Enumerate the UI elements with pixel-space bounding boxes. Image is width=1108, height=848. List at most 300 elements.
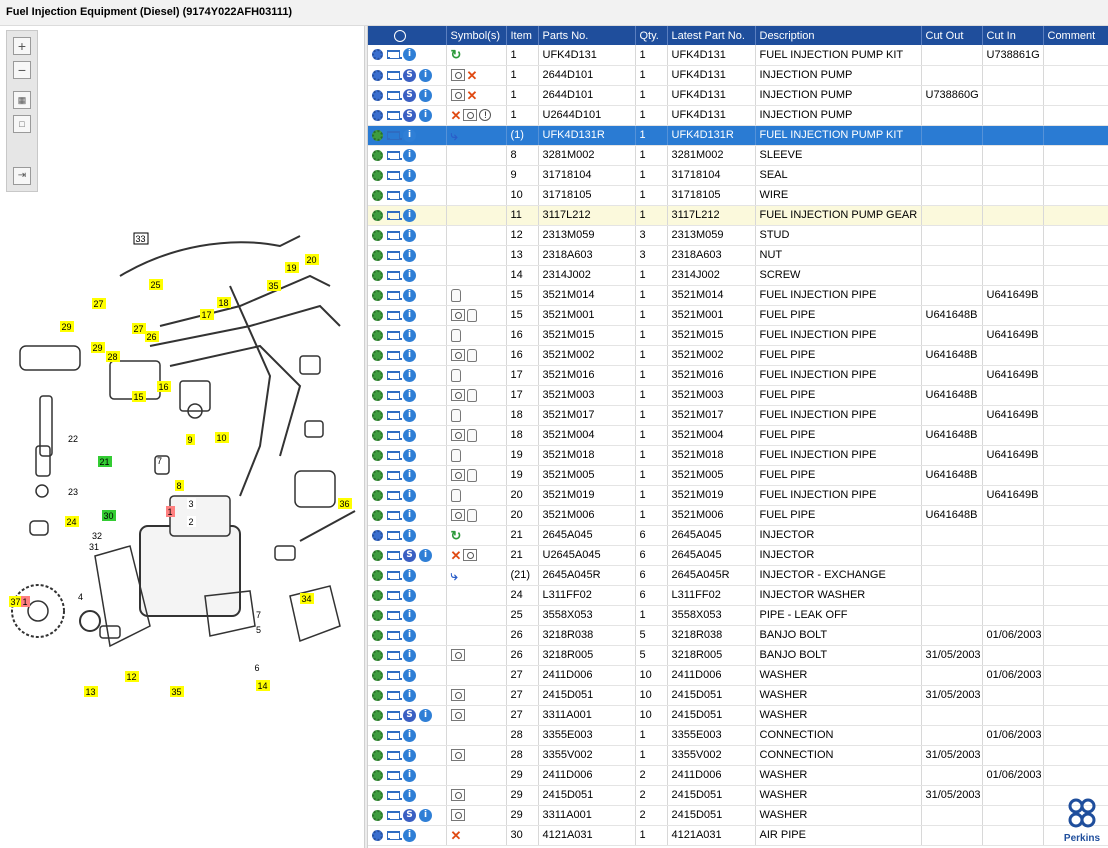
quantity-cell: 6 — [635, 585, 667, 605]
supersession-icon[interactable]: S — [403, 109, 416, 122]
part-number-cell: 3311A001 — [538, 805, 635, 825]
callout-29: 29 — [61, 322, 72, 332]
add-to-cart-icon[interactable] — [386, 730, 400, 741]
cut-out-cell — [921, 285, 982, 305]
row-actions — [368, 305, 446, 325]
table-row[interactable] — [368, 125, 1108, 145]
add-to-cart-icon[interactable] — [386, 610, 400, 621]
info-icon[interactable]: i — [403, 649, 416, 662]
document-icon[interactable] — [467, 309, 477, 322]
details-gear-icon[interactable] — [372, 430, 383, 441]
table-row[interactable] — [368, 245, 1108, 265]
document-icon[interactable] — [451, 409, 461, 422]
supersession-icon[interactable]: S — [403, 89, 416, 102]
cut-in-cell — [982, 205, 1043, 225]
table-row[interactable] — [368, 525, 1108, 545]
info-icon[interactable]: i — [403, 309, 416, 322]
callout-14: 14 — [257, 681, 268, 691]
item-cell: 21 — [506, 525, 538, 545]
zoom-in-icon[interactable]: + — [13, 37, 31, 55]
info-icon[interactable]: i — [403, 609, 416, 622]
part-number-cell: 31718105 — [538, 185, 635, 205]
add-to-cart-icon[interactable] — [386, 770, 400, 781]
comment-cell — [1043, 745, 1108, 765]
table-row[interactable] — [368, 145, 1108, 165]
info-icon[interactable]: i — [403, 509, 416, 522]
table-row[interactable] — [368, 385, 1108, 405]
table-row[interactable] — [368, 165, 1108, 185]
details-gear-icon[interactable] — [372, 590, 383, 601]
comment-cell — [1043, 585, 1108, 605]
zoom-out-icon[interactable]: − — [13, 61, 31, 79]
add-to-cart-icon[interactable] — [386, 470, 400, 481]
preview-icon[interactable] — [394, 30, 406, 42]
add-to-cart-icon[interactable] — [386, 430, 400, 441]
add-to-cart-icon[interactable] — [386, 370, 400, 381]
fitting-outline — [305, 421, 323, 437]
latest-part-number-cell: 3218R005 — [667, 645, 755, 665]
row-actions — [368, 245, 446, 265]
notes-icon[interactable]: ! — [479, 109, 491, 121]
column-header-qty[interactable]: Qty. — [635, 26, 667, 45]
add-to-cart-icon[interactable] — [386, 250, 400, 261]
details-gear-icon[interactable] — [372, 410, 383, 421]
part-number-cell: 2645A045 — [538, 525, 635, 545]
column-header-parts-no[interactable]: Parts No. — [538, 26, 635, 45]
info-icon[interactable]: i — [403, 669, 416, 682]
zoom-preview-icon[interactable] — [451, 389, 465, 401]
add-to-cart-icon[interactable] — [386, 270, 400, 281]
cut-in-cell — [982, 805, 1043, 825]
quantity-cell: 6 — [635, 565, 667, 585]
part-number-cell: 3521M018 — [538, 445, 635, 465]
discontinued-x-icon[interactable]: ✕ — [466, 67, 478, 83]
part-number-cell: 2645A045R — [538, 565, 635, 585]
details-gear-icon[interactable] — [372, 170, 383, 181]
table-row[interactable] — [368, 665, 1108, 685]
comment-cell — [1043, 365, 1108, 385]
info-icon[interactable]: i — [403, 449, 416, 462]
details-gear-icon[interactable] — [372, 470, 383, 481]
info-icon[interactable]: i — [419, 549, 432, 562]
description-cell: WASHER — [755, 765, 921, 785]
add-to-cart-icon[interactable] — [386, 510, 400, 521]
table-row[interactable] — [368, 345, 1108, 365]
table-row[interactable] — [368, 305, 1108, 325]
item-cell: 9 — [506, 165, 538, 185]
column-header-latest-part-no[interactable]: Latest Part No. — [667, 26, 755, 45]
info-icon[interactable]: i — [403, 769, 416, 782]
zoom-preview-icon[interactable] — [451, 429, 465, 441]
discontinued-x-icon[interactable]: ✕ — [450, 827, 462, 843]
comment-cell — [1043, 505, 1108, 525]
table-row[interactable] — [368, 805, 1108, 825]
column-header-cut-out[interactable]: Cut Out — [921, 26, 982, 45]
fit-page-icon[interactable]: □ — [13, 115, 31, 133]
column-header-item[interactable]: Item — [506, 26, 538, 45]
perkins-logo-text: Perkins — [1063, 833, 1101, 844]
details-gear-blue-icon[interactable] — [372, 90, 383, 101]
cut-out-cell: U641648B — [921, 465, 982, 485]
add-to-cart-icon[interactable] — [386, 230, 400, 241]
zoom-preview-icon[interactable] — [451, 509, 465, 521]
part-number-cell: 3355V002 — [538, 745, 635, 765]
row-symbols — [446, 705, 506, 725]
latest-part-number-cell: 31718105 — [667, 185, 755, 205]
zoom-preview-icon[interactable] — [463, 109, 477, 121]
panel-toggle-icon[interactable]: ⇥ — [13, 167, 31, 185]
gear-hub-outline — [28, 601, 48, 621]
info-icon[interactable]: i — [403, 409, 416, 422]
table-row[interactable] — [368, 205, 1108, 225]
add-to-cart-icon[interactable] — [386, 390, 400, 401]
info-icon[interactable]: i — [403, 149, 416, 162]
item-cell: 20 — [506, 485, 538, 505]
info-icon[interactable]: i — [403, 749, 416, 762]
details-gear-blue-icon[interactable] — [372, 830, 383, 841]
document-icon[interactable] — [451, 449, 461, 462]
cut-in-cell — [982, 505, 1043, 525]
info-icon[interactable]: i — [403, 469, 416, 482]
details-gear-icon[interactable] — [372, 690, 383, 701]
add-to-cart-icon[interactable] — [386, 150, 400, 161]
info-icon[interactable]: i — [419, 809, 432, 822]
quantity-cell: 1 — [635, 45, 667, 65]
details-gear-icon[interactable] — [372, 130, 383, 141]
table-row[interactable] — [368, 65, 1108, 85]
supersession-icon[interactable]: S — [403, 549, 416, 562]
cut-out-cell: U641648B — [921, 305, 982, 325]
zoom-preview-icon[interactable] — [451, 349, 465, 361]
details-gear-icon[interactable] — [372, 350, 383, 361]
latest-part-number-cell: 31718104 — [667, 165, 755, 185]
comment-cell — [1043, 665, 1108, 685]
details-gear-icon[interactable] — [372, 210, 383, 221]
column-header-description[interactable]: Description — [755, 26, 921, 45]
description-cell: FUEL INJECTION PIPE — [755, 485, 921, 505]
column-header-cut-in[interactable]: Cut In — [982, 26, 1043, 45]
part-number-cell: 3521M001 — [538, 305, 635, 325]
description-cell: WASHER — [755, 685, 921, 705]
table-row[interactable] — [368, 505, 1108, 525]
info-icon[interactable]: i — [419, 109, 432, 122]
quantity-cell: 1 — [635, 605, 667, 625]
row-symbols — [446, 505, 506, 525]
info-icon[interactable]: i — [403, 489, 416, 502]
info-icon[interactable]: i — [403, 129, 416, 142]
table-row[interactable] — [368, 285, 1108, 305]
row-symbols — [446, 745, 506, 765]
table-row[interactable] — [368, 225, 1108, 245]
zoom-preview-icon[interactable] — [451, 709, 465, 721]
details-gear-icon[interactable] — [372, 610, 383, 621]
row-actions — [368, 645, 446, 665]
zoom-preview-icon[interactable] — [451, 689, 465, 701]
comment-cell — [1043, 105, 1108, 125]
quantity-cell: 6 — [635, 545, 667, 565]
info-icon[interactable]: i — [403, 529, 416, 542]
add-to-cart-icon[interactable] — [386, 750, 400, 761]
details-gear-icon[interactable] — [372, 330, 383, 341]
sleeve-outline — [180, 381, 210, 411]
details-gear-icon[interactable] — [372, 510, 383, 521]
item-cell: 8 — [506, 145, 538, 165]
quantity-cell: 1 — [635, 85, 667, 105]
details-gear-icon[interactable] — [372, 790, 383, 801]
item-cell: (21) — [506, 565, 538, 585]
details-gear-icon[interactable] — [372, 810, 383, 821]
table-row[interactable] — [368, 745, 1108, 765]
add-to-cart-icon[interactable] — [386, 49, 400, 60]
add-to-cart-icon[interactable] — [386, 670, 400, 681]
add-to-cart-icon[interactable] — [386, 170, 400, 181]
branch-icon[interactable]: ⤷ — [450, 127, 458, 143]
zoom-preview-icon[interactable] — [451, 469, 465, 481]
table-row[interactable] — [368, 185, 1108, 205]
table-row[interactable] — [368, 645, 1108, 665]
row-actions — [368, 445, 446, 465]
info-icon[interactable]: i — [403, 269, 416, 282]
cut-in-cell — [982, 525, 1043, 545]
item-cell: 18 — [506, 425, 538, 445]
latest-part-number-cell: 3521M005 — [667, 465, 755, 485]
details-gear-icon[interactable] — [372, 270, 383, 281]
table-row[interactable] — [368, 605, 1108, 625]
quantity-cell: 1 — [635, 745, 667, 765]
cut-out-cell — [921, 185, 982, 205]
supersession-icon[interactable]: S — [403, 69, 416, 82]
document-icon[interactable] — [467, 469, 477, 482]
table-row[interactable] — [368, 725, 1108, 745]
add-to-cart-icon[interactable] — [386, 350, 400, 361]
latest-part-number-cell: UFK4D131 — [667, 85, 755, 105]
info-icon[interactable]: i — [403, 289, 416, 302]
fitting-outline — [275, 546, 295, 560]
add-to-cart-icon[interactable] — [386, 790, 400, 801]
add-to-cart-icon[interactable] — [386, 70, 400, 81]
cut-in-cell: U641649B — [982, 445, 1043, 465]
zoom-preview-icon[interactable] — [451, 309, 465, 321]
zoom-preview-icon[interactable] — [451, 649, 465, 661]
supersession-icon[interactable]: S — [403, 809, 416, 822]
details-gear-icon[interactable] — [372, 710, 383, 721]
column-header-symbol-s[interactable]: Symbol(s) — [446, 26, 506, 45]
discontinued-x-icon[interactable]: ✕ — [450, 107, 462, 123]
add-to-cart-icon[interactable] — [386, 550, 400, 561]
info-icon[interactable]: i — [403, 329, 416, 342]
details-gear-icon[interactable] — [372, 730, 383, 741]
zoom-preview-icon[interactable] — [451, 69, 465, 81]
table-row[interactable] — [368, 405, 1108, 425]
item-cell: 21 — [506, 545, 538, 565]
details-gear-icon[interactable] — [372, 490, 383, 501]
exploded-parts-diagram[interactable] — [0, 26, 364, 848]
details-gear-icon[interactable] — [372, 650, 383, 661]
column-header-actions[interactable] — [368, 26, 446, 45]
table-row[interactable] — [368, 685, 1108, 705]
item-cell: 26 — [506, 645, 538, 665]
table-row[interactable] — [368, 485, 1108, 505]
document-icon[interactable] — [467, 349, 477, 362]
latest-part-number-cell: 2411D006 — [667, 765, 755, 785]
details-gear-blue-icon[interactable] — [372, 70, 383, 81]
row-actions — [368, 625, 446, 645]
table-row[interactable] — [368, 105, 1108, 125]
zoom-preview-icon[interactable] — [451, 809, 465, 821]
info-icon[interactable]: i — [403, 389, 416, 402]
info-icon[interactable]: i — [403, 689, 416, 702]
add-to-cart-icon[interactable] — [386, 490, 400, 501]
table-row[interactable] — [368, 565, 1108, 585]
details-gear-icon[interactable] — [372, 550, 383, 561]
row-actions — [368, 605, 446, 625]
details-gear-icon[interactable] — [372, 230, 383, 241]
cut-out-cell — [921, 765, 982, 785]
add-to-cart-icon[interactable] — [386, 710, 400, 721]
details-gear-icon[interactable] — [372, 370, 383, 381]
add-to-cart-icon[interactable] — [386, 650, 400, 661]
details-gear-blue-icon[interactable] — [372, 530, 383, 541]
details-gear-icon[interactable] — [372, 190, 383, 201]
cut-out-cell — [921, 485, 982, 505]
document-icon[interactable] — [451, 369, 461, 382]
details-gear-icon[interactable] — [372, 770, 383, 781]
add-to-cart-icon[interactable] — [386, 830, 400, 841]
row-actions — [368, 325, 446, 345]
details-gear-icon[interactable] — [372, 750, 383, 761]
details-gear-icon[interactable] — [372, 250, 383, 261]
info-icon[interactable]: i — [403, 629, 416, 642]
zoom-preview-icon[interactable] — [451, 789, 465, 801]
details-gear-blue-icon[interactable] — [372, 49, 383, 60]
details-gear-icon[interactable] — [372, 450, 383, 461]
add-to-cart-icon[interactable] — [386, 690, 400, 701]
column-header-comment[interactable]: Comment — [1043, 26, 1108, 45]
zoom-preview-icon[interactable] — [463, 549, 477, 561]
recycle-icon[interactable]: ↻ — [450, 47, 462, 63]
zoom-preview-icon[interactable] — [451, 749, 465, 761]
add-to-cart-icon[interactable] — [386, 290, 400, 301]
info-icon[interactable]: i — [403, 789, 416, 802]
table-row[interactable] — [368, 705, 1108, 725]
details-gear-blue-icon[interactable] — [372, 110, 383, 121]
add-to-cart-icon[interactable] — [386, 130, 400, 141]
details-gear-icon[interactable] — [372, 390, 383, 401]
add-to-cart-icon[interactable] — [386, 450, 400, 461]
add-to-cart-icon[interactable] — [386, 630, 400, 641]
add-to-cart-icon[interactable] — [386, 310, 400, 321]
info-icon[interactable]: i — [403, 589, 416, 602]
cut-out-cell — [921, 205, 982, 225]
item-cell: 19 — [506, 465, 538, 485]
details-gear-icon[interactable] — [372, 150, 383, 161]
table-row[interactable] — [368, 265, 1108, 285]
discontinued-x-icon[interactable]: ✕ — [450, 547, 462, 563]
add-to-cart-icon[interactable] — [386, 210, 400, 221]
add-to-cart-icon[interactable] — [386, 810, 400, 821]
fit-all-icon[interactable]: ▦ — [13, 91, 31, 109]
table-row[interactable] — [368, 585, 1108, 605]
table-row[interactable] — [368, 785, 1108, 805]
description-cell: FUEL INJECTION PIPE — [755, 405, 921, 425]
recycle-icon[interactable]: ↻ — [450, 527, 462, 543]
add-to-cart-icon[interactable] — [386, 110, 400, 121]
table-row[interactable] — [368, 545, 1108, 565]
add-to-cart-icon[interactable] — [386, 90, 400, 101]
table-row[interactable] — [368, 765, 1108, 785]
document-icon[interactable] — [451, 329, 461, 342]
latest-part-number-cell: 3521M014 — [667, 285, 755, 305]
document-icon[interactable] — [467, 389, 477, 402]
add-to-cart-icon[interactable] — [386, 330, 400, 341]
table-row[interactable] — [368, 625, 1108, 645]
supersession-icon[interactable]: S — [403, 709, 416, 722]
row-symbols — [446, 545, 506, 565]
add-to-cart-icon[interactable] — [386, 590, 400, 601]
exploded-diagram-pane[interactable] — [0, 26, 364, 848]
document-icon[interactable] — [467, 509, 477, 522]
info-icon[interactable]: i — [419, 89, 432, 102]
discontinued-x-icon[interactable]: ✕ — [466, 87, 478, 103]
details-gear-icon[interactable] — [372, 290, 383, 301]
branch-icon[interactable]: ⤷ — [450, 567, 458, 583]
table-row[interactable] — [368, 465, 1108, 485]
part-number-cell: 2318A603 — [538, 245, 635, 265]
info-icon[interactable]: i — [403, 249, 416, 262]
quantity-cell: 6 — [635, 525, 667, 545]
details-gear-icon[interactable] — [372, 570, 383, 581]
info-icon[interactable]: i — [419, 709, 432, 722]
info-icon[interactable]: i — [403, 209, 416, 222]
info-icon[interactable]: i — [403, 229, 416, 242]
info-icon[interactable]: i — [403, 349, 416, 362]
document-icon[interactable] — [451, 489, 461, 502]
document-icon[interactable] — [467, 429, 477, 442]
add-to-cart-icon[interactable] — [386, 410, 400, 421]
table-row[interactable] — [368, 365, 1108, 385]
details-gear-icon[interactable] — [372, 630, 383, 641]
callout-7: 7 — [256, 610, 262, 620]
details-gear-icon[interactable] — [372, 670, 383, 681]
info-icon[interactable]: i — [403, 369, 416, 382]
table-row[interactable] — [368, 825, 1108, 845]
info-icon[interactable]: i — [403, 829, 416, 842]
info-icon[interactable]: i — [403, 189, 416, 202]
zoom-preview-icon[interactable] — [451, 89, 465, 101]
cut-in-cell — [982, 785, 1043, 805]
info-icon[interactable]: i — [403, 48, 416, 61]
table-row[interactable] — [368, 45, 1108, 65]
add-to-cart-icon[interactable] — [386, 530, 400, 541]
add-to-cart-icon[interactable] — [386, 190, 400, 201]
document-icon[interactable] — [451, 289, 461, 302]
add-to-cart-icon[interactable] — [386, 570, 400, 581]
info-icon[interactable]: i — [403, 169, 416, 182]
item-cell: 13 — [506, 245, 538, 265]
rod-outline — [300, 511, 355, 541]
details-gear-icon[interactable] — [372, 310, 383, 321]
info-icon[interactable]: i — [403, 729, 416, 742]
table-row[interactable] — [368, 325, 1108, 345]
info-icon[interactable]: i — [403, 429, 416, 442]
table-row[interactable] — [368, 445, 1108, 465]
pump-gear-outline — [12, 585, 64, 637]
info-icon[interactable]: i — [403, 569, 416, 582]
latest-part-number-cell: L311FF02 — [667, 585, 755, 605]
table-row[interactable] — [368, 425, 1108, 445]
info-icon[interactable]: i — [419, 69, 432, 82]
table-row[interactable] — [368, 85, 1108, 105]
